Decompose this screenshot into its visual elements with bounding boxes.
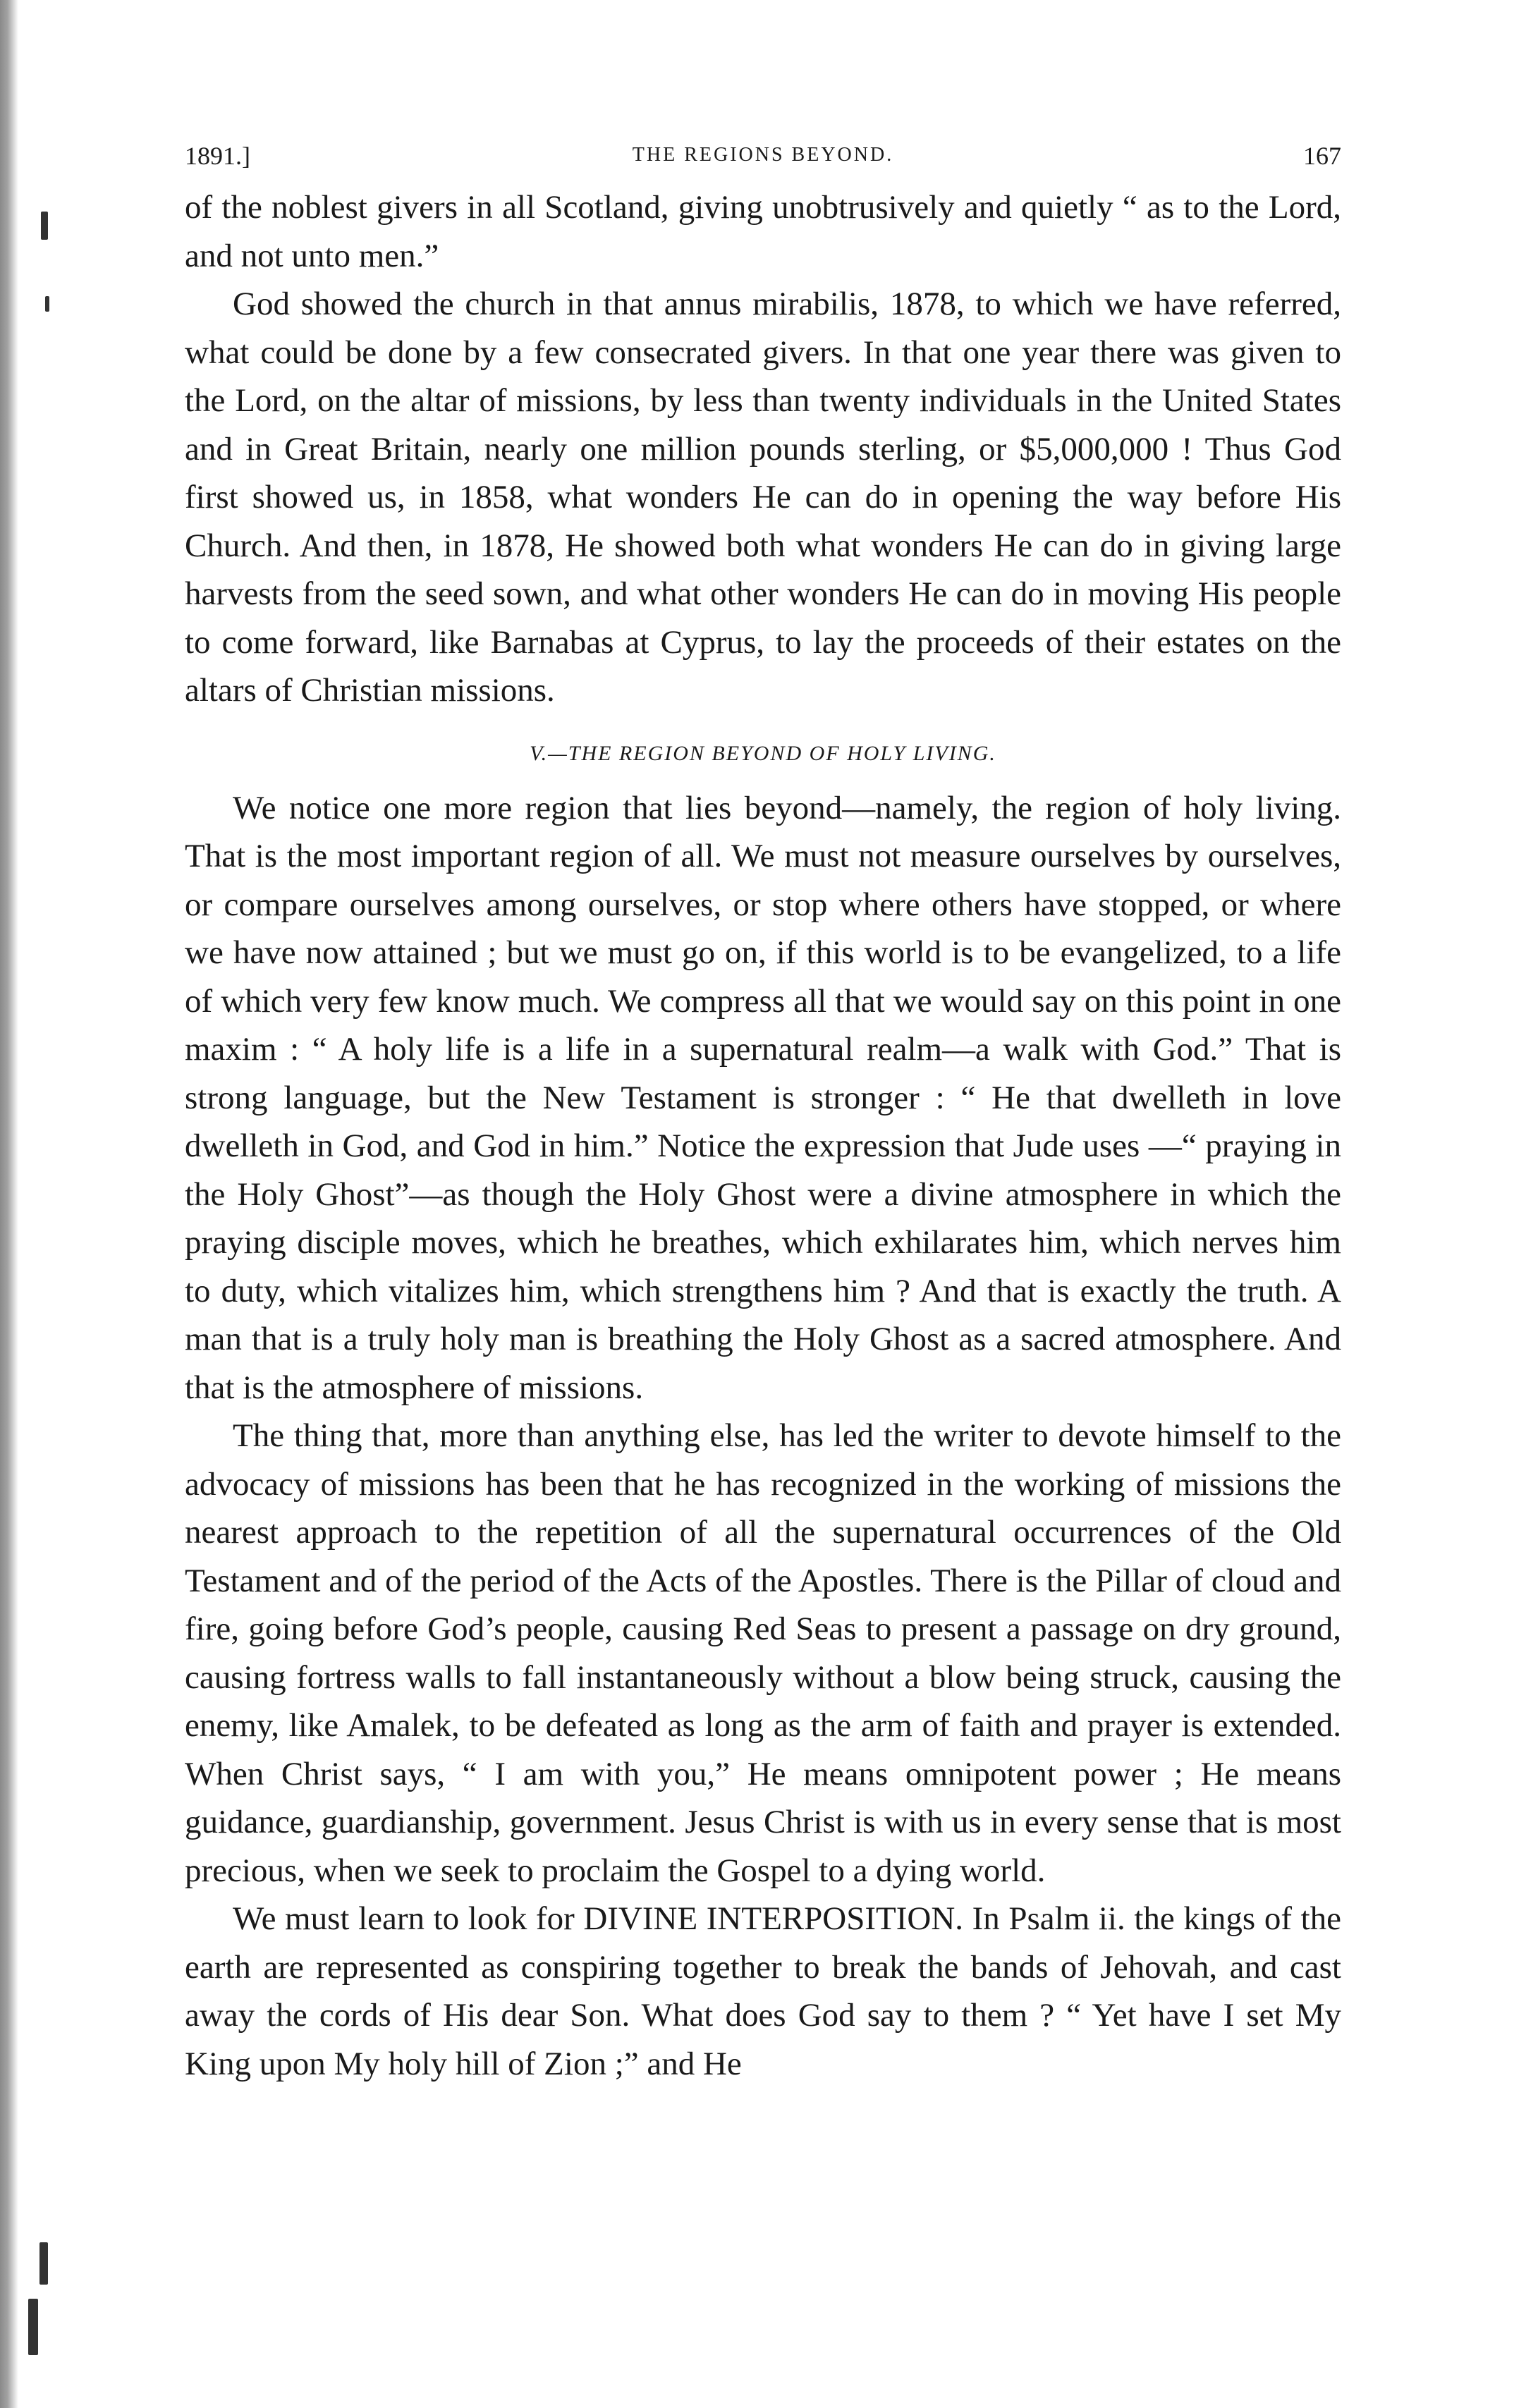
body-text bbox=[185, 183, 1341, 2088]
paragraph: We notice one more region that lies beyond—namely, the region of holy living. That is the most important region of all. We must not measure ourselves by ourselves, or compare ourselves among ourselves, or stop where others have stopped, or where we have now attained ; but we must go on, if this world is to be evangelized, to a life of which very few know much. We compress all that we would say on this point in one maxim : “ A holy life is a life in a supernatural realm—a walk with God.” That is strong language, but the New Testament is stronger : “ He that dwelleth in love dwelleth in God, and God in him.” Notice the expression that Jude uses —“ praying in the Holy Ghost”—as though the Holy Ghost were a divine atmosphere in which the praying disciple moves, which he breathes, which exhilarates him, which nerves him to duty, which vitalizes him, which strengthens him ? And that is exactly the truth. A man that is a truly holy man is breathing the Holy Ghost as a sacred atmosphere. And that is the atmosphere of missions. bbox=[185, 789, 1341, 1406]
running-head-year: 1891.] bbox=[185, 142, 250, 170]
page-number: 167 bbox=[1303, 142, 1341, 170]
book-page bbox=[185, 134, 1341, 2088]
scan-artifact bbox=[28, 2299, 38, 2355]
paragraph: The thing that, more than anything else, has led the writer to devote himself to the advocacy of missions has been that he has recognized in the working of missions the nearest approach to the repetition of all the supernatural occurrences of the Old Testament and of the period of the Acts of the Apostles. There is the Pillar of cloud and fire, going before God’s people, causing Red Seas to present a passage on dry ground, causing fortress walls to fall instantaneously without a blow being struck, causing the enemy, like Amalek, to be defeated as long as the arm of faith and prayer is extended. When Christ says, “ I am with you,” He means omnipotent power ; He means guidance, guardianship, government. Jesus Christ is with us in every sense that is most precious, when we seek to proclaim the Gospel to a dying world. bbox=[185, 1417, 1341, 1889]
running-head-title: THE REGIONS BEYOND. bbox=[632, 144, 894, 166]
scan-artifact bbox=[39, 2242, 48, 2285]
paragraph: of the noblest givers in all Scotland, giving unobtrusively and quietly “ as to the Lord, and not unto men.” bbox=[185, 189, 1341, 274]
paragraph: God showed the church in that annus mirabilis, 1878, to which we have referred, what could be done by a few consecrated givers. In that one year there was given to the Lord, on the altar of missions, by less than twenty individuals in the United States and in Great Britain, nearly one million pounds sterling, or $5,000,000 ! Thus God first showed us, in 1858, what wonders He can do in opening the way before His Church. And then, in 1878, He showed both what wonders He can do in giving large harvests from the seed sown, and what other wonders He can do in moving His people to come forward, like Barnabas at Cyprus, to lay the proceeds of their estates on the altars of Christian missions. bbox=[185, 286, 1341, 709]
scan-artifact bbox=[45, 296, 49, 312]
section-heading: V.—THE REGION BEYOND OF HOLY LIVING. bbox=[530, 741, 996, 765]
scan-artifact bbox=[41, 212, 48, 240]
paragraph: We must learn to look for DIVINE INTERPOSITION. In Psalm ii. the kings of the earth are represented as conspiring together to break the bands of Jehovah, and cast away the cords of His dear Son. What does God say to them ? “ Yet have I set My King upon My holy hill of Zion ;” and He bbox=[185, 1900, 1341, 2082]
running-head bbox=[185, 134, 1341, 183]
page-binding-edge bbox=[0, 0, 18, 2408]
